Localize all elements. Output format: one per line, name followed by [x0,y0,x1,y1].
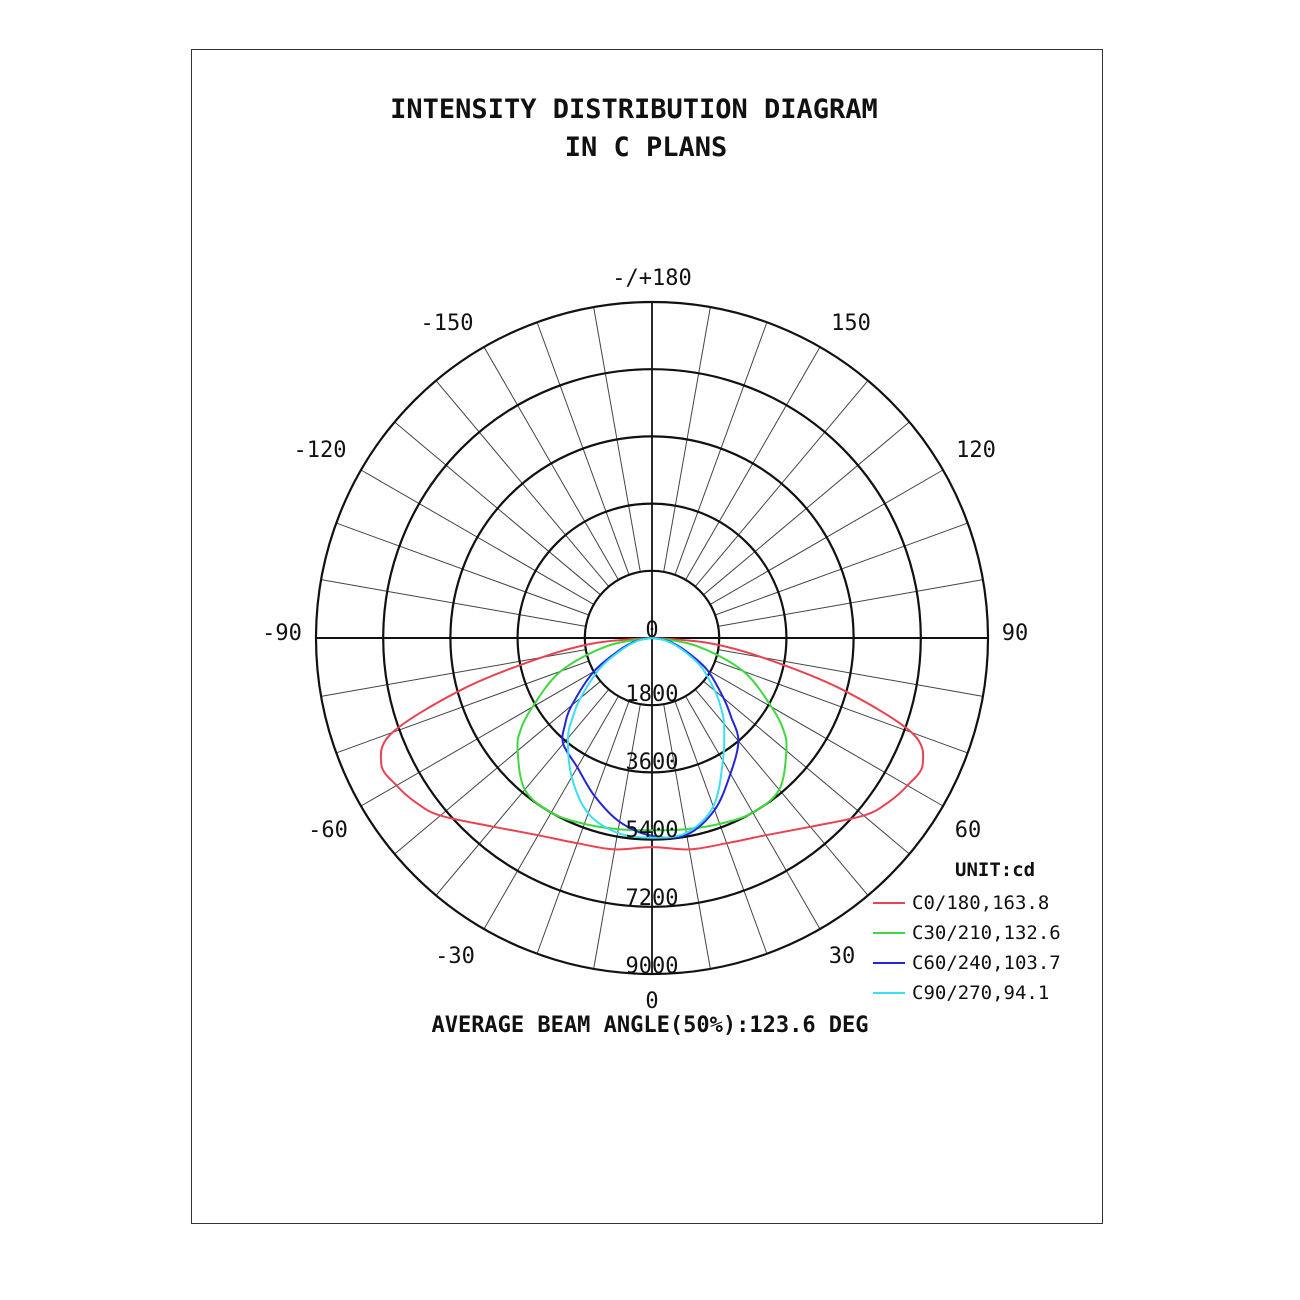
legend-unit: UNIT:cd [955,859,1036,881]
angle-label-left-30: -30 [435,944,475,969]
ring-label-7200: 7200 [625,886,679,911]
angle-label-bottom: 0 [645,989,659,1014]
angle-label-right-30: 30 [828,944,856,969]
angle-label-top: -/+180 [612,266,692,291]
chart-title-line-1: INTENSITY DISTRIBUTION DIAGRAM [390,94,878,125]
legend-entry-c30: C30/210,132.6 [912,922,1061,944]
angle-label-right-120: 120 [956,438,996,463]
legend-entry-c0: C0/180,163.8 [912,892,1050,914]
angle-label-left-60: -60 [308,818,348,843]
beam-angle-footer: AVERAGE BEAM ANGLE(50%):123.6 DEG [431,1013,869,1038]
ring-label-9000: 9000 [625,954,679,979]
ring-label-0: 0 [645,618,659,643]
ring-label-3600: 3600 [625,750,679,775]
angle-label-left-90: -90 [262,621,302,646]
ring-label-5400: 5400 [625,818,679,843]
angle-label-left-120: -120 [293,438,347,463]
legend-entry-c90: C90/270,94.1 [912,982,1050,1004]
chart-title-line-2: IN C PLANS [564,132,728,163]
angle-label-right-60: 60 [954,818,982,843]
ring-label-1800: 1800 [625,682,679,707]
angle-label-right-90: 90 [1001,621,1029,646]
legend-entry-c60: C60/240,103.7 [912,952,1061,974]
angle-label-left-150: -150 [420,311,474,336]
legend [873,892,1061,1004]
angle-label-right-150: 150 [831,311,871,336]
